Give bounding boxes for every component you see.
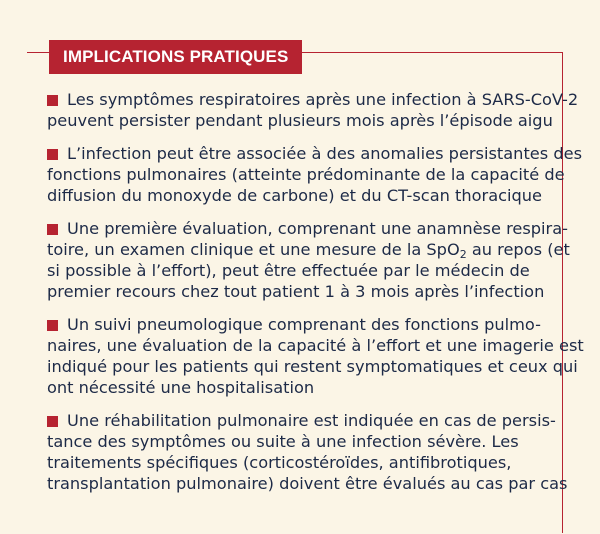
item-text: Les symptômes respiratoires après une infection à SARS-CoV-2 [67,90,579,109]
implications-list [47,89,584,506]
item-line: fonctions pulmonaires (atteinte prédominante de la capacité de [47,165,565,184]
item-line: tance des symptômes ou suite à une infection sévère. Les [47,432,519,451]
square-bullet-icon [47,224,58,235]
square-bullet-icon [47,149,58,160]
subscript-2: 2 [459,248,467,261]
item-line: traitements spécifiques (corticostéroïdes, antifibrotiques, [47,453,512,472]
square-bullet-icon [47,416,58,427]
item-line [47,218,568,239]
square-bullet-icon [47,320,58,331]
item-line: indiqué pour les patients qui restent symptomatiques et ceux qui [47,357,578,376]
item-text: L’infection peut être associée à des anomalies persistantes des [67,144,582,163]
section-heading: IMPLICATIONS PRATIQUES [49,40,302,74]
item-text: Une première évaluation, comprenant une anamnèse respira- [67,219,568,238]
square-bullet-icon [47,95,58,106]
list-item [47,89,579,131]
item-text: Une réhabilitation pulmonaire est indiquée en cas de persis- [67,411,556,430]
list-item [47,410,568,494]
list-item [47,143,582,206]
item-line: si possible à l’effort), peut être effectuée par le médecin de [47,261,530,280]
item-line [47,89,579,110]
item-line [47,314,557,335]
list-item [47,218,570,302]
item-text: toire, un examen clinique et une mesure de la SpO [47,240,460,259]
item-line [47,410,557,431]
item-line: transplantation pulmonaire) doivent être évalués au cas par cas [47,474,568,493]
list-item [47,314,584,398]
item-line: naires, une évaluation de la capacité à l’effort et une imagerie est [47,336,584,355]
item-line: diffusion du monoxyde de carbone) et du CT-scan thoracique [47,186,543,205]
item-text: au repos (et [466,240,570,259]
item-line [47,143,582,164]
item-line: ont nécessité une hospitalisation [47,378,315,397]
item-line [47,239,570,261]
item-text: Un suivi pneumologique comprenant des fonctions pulmo- [67,315,541,334]
item-line: peuvent persister pendant plusieurs mois après l’épisode aigu [47,111,553,130]
item-line: premier recours chez tout patient 1 à 3 mois après l’infection [47,282,545,301]
